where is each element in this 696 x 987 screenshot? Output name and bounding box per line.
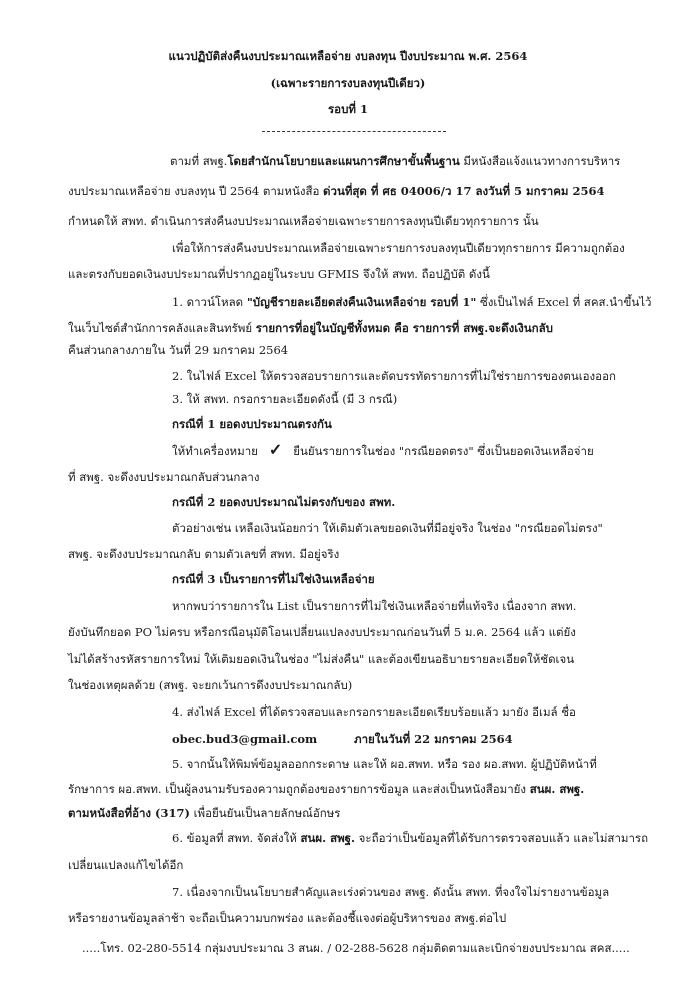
case3-heading: กรณีที่ 3 เป็นรายการที่ไม่ใช่เงินเหลือจ่าย — [172, 572, 375, 586]
case3-line-1: หากพบว่ารายการใน List เป็นรายการที่ไม่ใช่เงินเหลือจ่ายที่แท้จริง เนื่องจาก สพท. — [172, 599, 577, 613]
intro-line-1: ตามที่ สพฐ.โดยสำนักนโยบายและแผนการศึกษาขั้นพื้นฐาน มีหนังสือแจ้งแนวทางการบริหาร — [170, 154, 621, 168]
step4-line-1: 4. ส่งไฟล์ Excel ที่ได้ตรวจสอบและกรอกรายละเอียดเรียบร้อยแล้ว มายัง อีเมล์ ชื่อ — [172, 705, 576, 719]
step1-line-1: 1. ดาวน์โหลด "บัญชีรายละเอียดส่งคืนเงินเหลือจ่าย รอบที่ 1" ซึ่งเป็นไฟล์ Excel ที่ สคส.นำขึ้นไว้ — [172, 295, 652, 309]
footer-contact: .....โทร. 02-280-5514 กลุ่มงบประมาณ 3 สนผ. / 02-288-5628 กลุ่มติดตามและเบิกจ่ายงบประมาณ สคส..... — [82, 941, 630, 955]
step5-line-2: รักษาการ ผอ.สพท. เป็นผู้ลงนามรับรองความถูกต้องของรายการข้อมูล และส่งเป็นหนังสือมายัง สนผ. สพฐ. — [68, 782, 585, 796]
intro-line-2: งบประมาณเหลือจ่าย งบลงทุน ปี 2564 ตามหนังสือ ด่วนที่สุด ที่ ศธ 04006/ว 17 ลงวันที่ 5 มกราคม 2564 — [68, 184, 605, 198]
check-mark-icon: ✓ — [268, 440, 283, 459]
document-title: แนวปฏิบัติส่งคืนงบประมาณเหลือจ่าย งบลงทุน ปีงบประมาณ พ.ศ. 2564 — [168, 49, 528, 63]
step3-line: 3. ให้ สพท. กรอกรายละเอียดดังนี้ (มี 3 กรณี) — [172, 392, 398, 406]
case2-line-2: สพฐ. จะดึงงบประมาณกลับ ตามตัวเลขที่ สพท. มีอยู่จริง — [68, 547, 340, 561]
case3-line-2: ยังบันทึกยอด PO ไม่ครบ หรือกรณีอนุมัติโอนเปลี่ยนแปลงงบประมาณก่อนวันที่ 5 ม.ค. 2564 แล้ว แต่ยัง — [68, 625, 576, 639]
case1-line-2: ที่ สพฐ. จะดึงงบประมาณกลับส่วนกลาง — [68, 470, 260, 484]
case3-line-3: ไม่ได้สร้างรหัสรายการใหม่ ให้เติมยอดเงินในช่อง "ไม่ส่งคืน" และต้องเขียนอธิบายรายละเอียดให้ชัดเจน — [68, 652, 575, 666]
step6-line-1: 6. ข้อมูลที่ สพท. จัดส่งให้ สนผ. สพฐ. จะถือว่าเป็นข้อมูลที่ได้รับการตรวจสอบแล้ว และไม่สามารถ — [172, 831, 649, 845]
purpose-line-2: และตรงกับยอดเงินงบประมาณที่ปรากฏอยู่ในระบบ GFMIS จึงให้ สพท. ถือปฏิบัติ ดังนี้ — [68, 267, 490, 281]
step6-line-2: เปลี่ยนแปลงแก้ไขได้อีก — [68, 858, 184, 872]
step1-line-2: ในเว็บไซต์สำนักการคลังและสินทรัพย์ รายการที่อยู่ในบัญชีทั้งหมด คือ รายการที่ สพฐ.จะดึงเงินกลับ — [68, 321, 553, 335]
step5-line-3: ตามหนังสือที่อ้าง (317) เพื่อยืนยันเป็นลายลักษณ์อักษร — [68, 806, 341, 820]
step4-deadline: ภายในวันที่ 22 มกราคม 2564 — [354, 732, 513, 746]
document-subtitle: (เฉพาะรายการงบลงทุนปีเดียว) — [270, 76, 426, 90]
round-label: รอบที่ 1 — [328, 102, 368, 116]
intro-line-3: กำหนดให้ สพท. ดำเนินการส่งคืนงบประมาณเหลือจ่ายเฉพาะรายการลงทุนปีเดียวทุกรายการ นั้น — [68, 214, 539, 228]
step2-line: 2. ในไฟล์ Excel ให้ตรวจสอบรายการและตัดบรรทัดรายการที่ไม่ใช่รายการของตนเองออก — [172, 369, 616, 383]
step7-line-2: หรือรายงานข้อมูลล่าช้า จะถือเป็นความบกพร่อง และต้องชี้แจงต่อผู้บริหารของ สพฐ.ต่อไป — [68, 911, 507, 925]
step5-line-1: 5. จากนั้นให้พิมพ์ข้อมูลออกกระดาษ และให้ ผอ.สพท. หรือ รอง ผอ.สพท. ผู้ปฏิบัติหน้าที่ — [172, 757, 597, 771]
contact-email: obec.bud3@gmail.com — [172, 732, 318, 746]
case3-line-4: ในช่องเหตุผลด้วย (สพฐ. จะยกเว้นการดึงงบประมาณกลับ) — [68, 678, 353, 692]
case2-heading: กรณีที่ 2 ยอดงบประมาณไม่ตรงกับของ สพท. — [172, 495, 396, 509]
case1-heading: กรณีที่ 1 ยอดงบประมาณตรงกัน — [172, 417, 332, 431]
dashed-separator — [262, 131, 446, 132]
case2-line-1: ตัวอย่างเช่น เหลือเงินน้อยกว่า ให้เติมตัวเลขยอดเงินที่มีอยู่จริง ในช่อง "กรณียอดไม่ตรง" — [172, 521, 603, 535]
purpose-line-1: เพื่อให้การส่งคืนงบประมาณเหลือจ่ายเฉพาะรายการงบลงทุนปีเดียวทุกรายการ มีความถูกต้อง — [172, 241, 625, 255]
case1-line-1: ให้ทำเครื่องหมาย ✓ ยืนยันรายการในช่อง "กรณียอดตรง" ซึ่งเป็นยอดเงินเหลือจ่าย — [172, 440, 594, 459]
step7-line-1: 7. เนื่องจากเป็นนโยบายสำคัญและเร่งด่วนของ สพฐ. ดังนั้น สพท. ที่จงใจไม่รายงานข้อมูล — [172, 885, 610, 899]
step1-line-3: คืนส่วนกลางภายใน วันที่ 29 มกราคม 2564 — [68, 343, 289, 357]
